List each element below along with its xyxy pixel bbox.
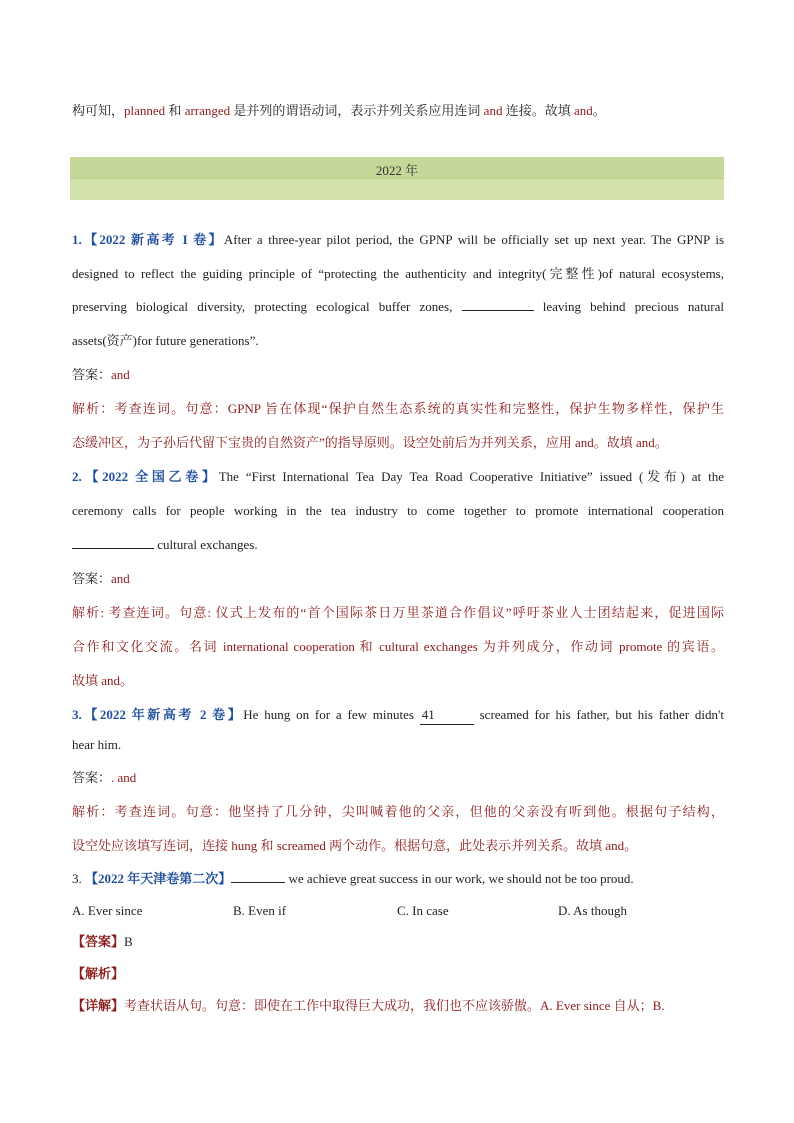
section-header-band <box>70 157 724 199</box>
q3-blank-41[interactable]: 41 <box>420 706 474 725</box>
q1-explanation-1: 解析：考查连词。句意：GPNP 旨在体现“保护自然生态系统的真实性和完整性，保护生物多样性，保护生 <box>72 401 724 416</box>
q4-analysis-label: 【解析】 <box>72 966 125 981</box>
q2-line-3: cultural exchanges. <box>72 536 724 554</box>
q4-option-d[interactable]: D. As though <box>558 903 627 918</box>
q2-line-2: ceremony calls for people working in the tea industry to come together to promote international cooperation <box>72 503 724 518</box>
q1-explanation-2: 态缓冲区，为子孙后代留下宝贵的自然资产”的指导原则。设空处前后为并列关系，应用 and。故填 and。 <box>72 435 668 450</box>
section-title: 2022 年 <box>375 163 419 178</box>
q3-explanation-1: 解析：考查连词。句意：他坚持了几分钟，尖叫喊着他的父亲，但他的父亲没有听到他。根据句子结构， <box>72 804 724 819</box>
q2-explanation-1: 解析: 考查连词。句意: 仪式上发布的“首个国际茶日万里茶道合作倡议”呼吁茶业人士团结起来，促进国际 <box>72 605 724 620</box>
q3-line-1: 3.【2022 年新高考 2 卷】He hung on for a few minutes 41 screamed for his father, but his father didn't <box>72 706 724 725</box>
q2-explanation-2: 合作和文化交流。名词 international cooperation 和 cultural exchanges 为并列成分，作动词 promote 的宾语。 <box>72 639 724 654</box>
q1-blank[interactable] <box>462 298 534 311</box>
q4-answer: 【答案】B <box>72 934 133 949</box>
q4-option-b[interactable]: B. Even if <box>233 903 287 918</box>
q4-option-c[interactable]: C. In case <box>397 903 449 918</box>
top-explanation-line: 构可知，planned 和 arranged 是并列的谓语动词，表示并列关系应用连词 and 连接。故填 and。 <box>72 103 606 118</box>
q1-line-1: 1.【2022 新高考 I 卷】After a three-year pilot period, the GPNP will be officially set up next year. The GPNP is <box>72 232 725 247</box>
q4-stem: 3. 【2022 年天津卷第二次】 we achieve great success in our work, we should not be too proud. <box>72 871 634 886</box>
q3-explanation-2: 设空处应该填写连词，连接 hung 和 screamed 两个动作。根据句意，此处表示并列关系。故填 and。 <box>72 838 638 853</box>
q2-line-1: 2.【2022 全国乙卷】The “First International Tea Day Tea Road Cooperative Initiative” issued (发布) at the <box>72 469 724 484</box>
q4-option-a[interactable]: A. Ever since <box>72 903 143 918</box>
q1-line-2: designed to reflect the guiding principle of “protecting the authenticity and integrity(完整性)of natural ecosystems, <box>72 266 724 281</box>
q2-answer: 答案：and <box>72 571 130 586</box>
q4-blank[interactable] <box>231 870 285 883</box>
q4-detail: 【详解】考查状语从句。句意：即使在工作中取得巨大成功，我们也不应该骄傲。A. Ever since 自从；B. <box>72 998 665 1013</box>
q3-answer: 答案：. and <box>72 770 137 785</box>
q2-explanation-3: 故填 and。 <box>72 673 134 688</box>
q3-line-2: hear him. <box>72 737 122 752</box>
q1-line-4: assets(资产)for future generations”. <box>72 333 259 348</box>
q1-line-3: preserving biological diversity, protecting ecological buffer zones, leaving behind precious natural <box>72 299 725 314</box>
q2-blank[interactable] <box>72 536 154 549</box>
q1-answer: 答案：and <box>72 367 130 382</box>
